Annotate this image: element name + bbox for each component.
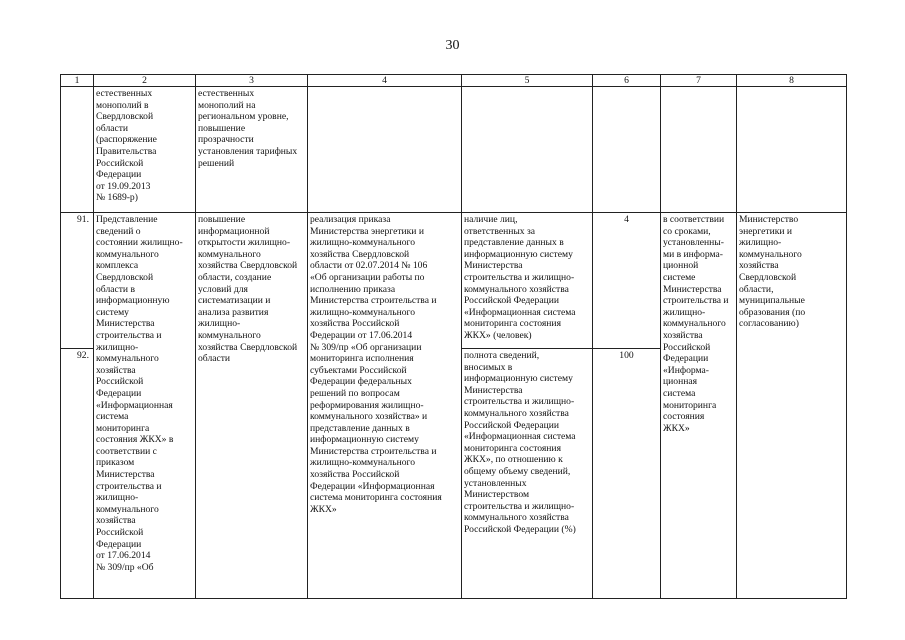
measure-action-cell: реализация приказа Министерства энергетики и жилищно-коммунального хозяйства Свердловской области от 02.07.2014 № 106 «Об организации работы по исполнению приказа Министерства строительства и жилищно-коммунального хозяйства Российской Федерации от 17.06.2014 № 309/пр «Об организации мониторинга исполнения субъектами Российской Федерации федеральных решений по вопросам реформирования жилищно- коммунального хозяйства» и представление данных в информационную систему Министерства строительства и жилищно-коммунального хозяйства Российской Федерации «Информационная система мониторинга состояния ЖКХ»	[308, 213, 462, 599]
indicator-value-cell: 100	[593, 349, 661, 599]
row-number-cell: 91.	[61, 213, 94, 349]
column-header: 3	[196, 75, 308, 87]
indicator-cell	[462, 87, 593, 213]
deadline-cell	[661, 87, 737, 213]
measures-table	[60, 74, 847, 599]
measure-goal-cell: естественных монополий на региональном уровне, повышение прозрачности установления тарифных решений	[196, 87, 308, 213]
column-header: 8	[737, 75, 847, 87]
table-row-continuation	[61, 87, 847, 213]
row-number-cell	[61, 87, 94, 213]
column-number-row	[61, 75, 847, 87]
indicator-cell: полнота сведений, вносимых в информационную систему Министерства строительства и жилищно- коммунального хозяйства Российской Федерации «Информационная система мониторинга состояния ЖКХ», по отношению к общему объему сведений, установленных Министерством строительства и жилищно- коммунального хозяйства Российской Федерации (%)	[462, 349, 593, 599]
row-number-cell: 92.	[61, 349, 94, 599]
column-header: 5	[462, 75, 593, 87]
indicator-value-cell	[593, 87, 661, 213]
measure-goal-cell: повышение информационной открытости жилищно- коммунального хозяйства Свердловской области, создание условий для систематизации и анализа развития жилищно- коммунального хозяйства Свердловской области	[196, 213, 308, 599]
responsible-cell: Министерство энергетики и жилищно- коммунального хозяйства Свердловской области, муниципальные образования (по согласованию)	[737, 213, 847, 599]
indicator-cell: наличие лиц, ответственных за представление данных в информационную систему Министерства строительства и жилищно- коммунального хозяйства Российской Федерации «Информационная система мониторинга состояния ЖКХ» (человек)	[462, 213, 593, 349]
measure-action-cell	[308, 87, 462, 213]
measures-table-container	[60, 74, 846, 599]
column-header: 4	[308, 75, 462, 87]
measure-name-cell: Представление сведений о состоянии жилищно- коммунального комплекса Свердловской области в информационную систему Министерства строительства и жилищно- коммунального хозяйства Российской Федерации «Информационная система мониторинга состояния ЖКХ» в соответствии с приказом Министерства строительства и жилищно- коммунального хозяйства Российской Федерации от 17.06.2014 № 309/пр «Об	[94, 213, 196, 599]
column-header: 6	[593, 75, 661, 87]
indicator-value-cell: 4	[593, 213, 661, 349]
page-number: 30	[445, 38, 460, 53]
table-row-91	[61, 213, 847, 349]
column-header: 7	[661, 75, 737, 87]
column-header: 1	[61, 75, 94, 87]
measure-name-cell: естественных монополий в Свердловской области (распоряжение Правительства Российской Федерации от 19.09.2013 № 1689-р)	[94, 87, 196, 213]
column-header: 2	[94, 75, 196, 87]
responsible-cell	[737, 87, 847, 213]
deadline-cell: в соответствии со сроками, установленны- ми в информа- ционной системе Министерства строительства и жилищно- коммунального хозяйства Российской Федерации «Информа- ционная система мониторинга состояния ЖКХ»	[661, 213, 737, 599]
